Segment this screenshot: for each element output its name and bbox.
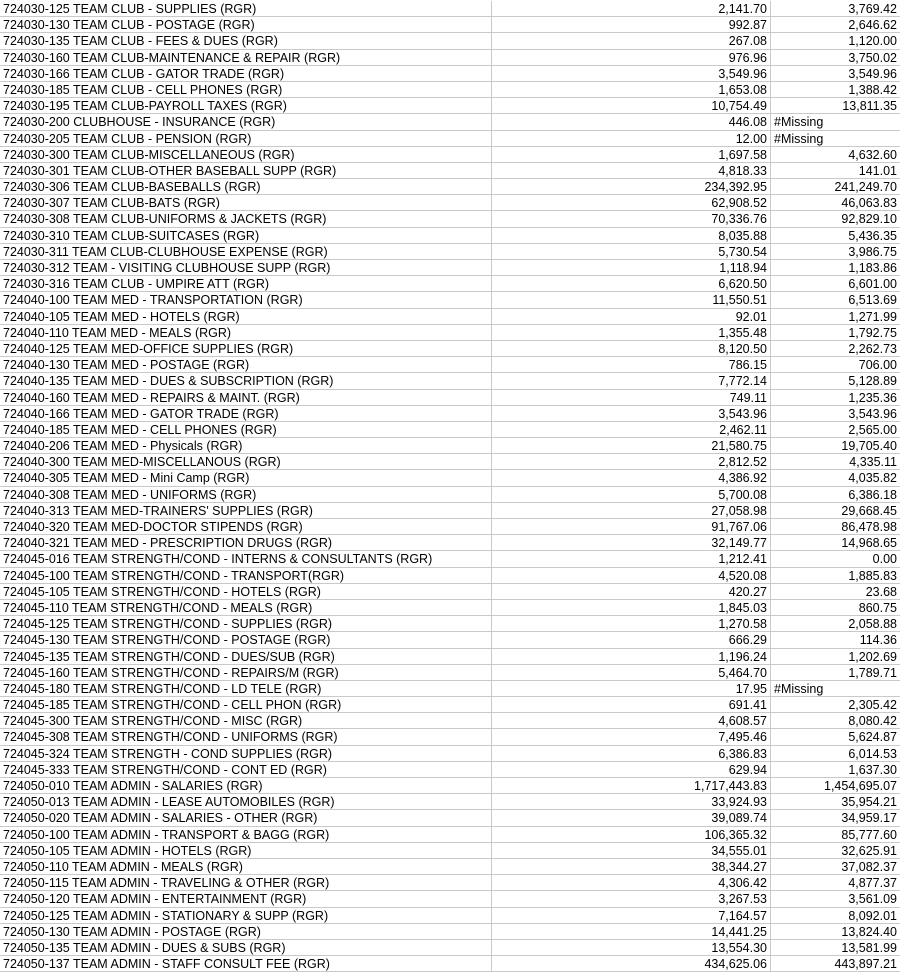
amount-cell-1[interactable]: 34,555.01 [492,843,771,858]
amount-cell-1[interactable]: 992.87 [492,17,771,32]
amount-cell-1[interactable]: 38,344.27 [492,859,771,874]
amount-cell-2[interactable]: 5,436.35 [848,228,897,243]
amount-cell-2[interactable]: 32,625.91 [841,843,897,858]
table-row [0,665,900,681]
table-row [0,600,900,616]
table-row [0,82,900,98]
account-description-cell[interactable]: 724040-185 TEAM MED - CELL PHONES (RGR) [0,422,492,437]
amount-cell-2[interactable]: 1,792.75 [848,325,897,340]
table-row [0,276,900,292]
table-row [0,211,900,227]
account-description-cell[interactable]: 724040-300 TEAM MED-MISCELLANOUS (RGR) [0,454,492,469]
amount-cell-2[interactable]: 3,750.02 [848,50,897,65]
amount-cell-2[interactable]: 5,128.89 [848,374,897,389]
amount-cell-2[interactable]: 37,082.37 [841,859,897,874]
amount-cell-1[interactable]: 5,730.54 [492,244,771,259]
table-row [0,859,900,875]
account-description-cell[interactable]: 724030-306 TEAM CLUB-BASEBALLS (RGR) [0,179,492,194]
table-row [0,438,900,454]
amount-cell-1[interactable]: 691.41 [492,697,771,712]
table-row [0,50,900,66]
table-row [0,66,900,82]
amount-cell-2[interactable]: 6,014.53 [848,746,897,761]
table-row [0,309,900,325]
account-description-cell[interactable]: 724030-130 TEAM CLUB - POSTAGE (RGR) [0,17,492,32]
table-row [0,228,900,244]
account-description-cell[interactable]: 724040-125 TEAM MED-OFFICE SUPPLIES (RGR) [0,341,492,356]
table-row [0,778,900,794]
table-row [0,697,900,713]
amount-cell-2[interactable]: 443,897.21 [834,957,897,972]
account-description-cell[interactable]: 724040-135 TEAM MED - DUES & SUBSCRIPTION (RGR) [0,373,492,388]
table-row [0,292,900,308]
amount-cell-1[interactable]: 1,653.08 [492,82,771,97]
table-row [0,551,900,567]
account-description-cell[interactable]: 724045-105 TEAM STRENGTH/COND - HOTELS (RGR) [0,584,492,599]
amount-cell-2[interactable]: 1,202.69 [848,649,897,664]
amount-cell-2[interactable]: 5,624.87 [848,730,897,745]
account-description-cell[interactable]: 724030-195 TEAM CLUB-PAYROLL TAXES (RGR) [0,98,492,113]
amount-cell-1[interactable]: 32,149.77 [492,535,771,550]
amount-cell-2[interactable]: 4,035.82 [848,471,897,486]
amount-cell-1[interactable]: 1,212.41 [492,551,771,566]
account-description-cell[interactable]: 724030-316 TEAM CLUB - UMPIRE ATT (RGR) [0,276,492,291]
amount-cell-2[interactable]: 2,565.00 [848,422,897,437]
table-row [0,584,900,600]
table-row [0,681,900,697]
amount-cell-2[interactable]: 4,335.11 [849,455,897,470]
account-description-cell[interactable]: 724050-130 TEAM ADMIN - POSTAGE (RGR) [0,924,492,939]
account-description-cell[interactable]: 724045-016 TEAM STRENGTH/COND - INTERNS & CONSULTANTS (RGR) [0,551,492,566]
amount-cell-2[interactable]: 29,668.45 [841,503,897,518]
amount-cell-1[interactable]: 976.96 [492,50,771,65]
amount-cell-2[interactable]: 706.00 [858,358,897,373]
amount-cell-2[interactable]: 8,080.42 [848,714,897,729]
amount-cell-2[interactable]: 1,235.36 [848,390,897,405]
table-row [0,114,900,130]
amount-cell-1[interactable]: 1,717,443.83 [492,778,771,793]
account-description-cell[interactable]: 724030-166 TEAM CLUB - GATOR TRADE (RGR) [0,66,492,81]
amount-cell-1[interactable]: 7,772.14 [492,373,771,388]
table-row [0,875,900,891]
table-row [0,163,900,179]
amount-cell-1[interactable]: 4,386.92 [492,470,771,485]
amount-cell-2[interactable]: 19,705.40 [841,439,897,454]
amount-cell-1[interactable]: 6,386.83 [492,746,771,761]
amount-cell-1[interactable]: 13,554.30 [492,940,771,955]
account-description-cell[interactable]: 724030-125 TEAM CLUB - SUPPLIES (RGR) [0,1,492,16]
amount-cell-1[interactable]: 106,365.32 [492,827,771,842]
account-description-cell[interactable]: 724050-013 TEAM ADMIN - LEASE AUTOMOBILES (RGR) [0,794,492,809]
account-description-cell[interactable]: 724045-333 TEAM STRENGTH/COND - CONT ED (RGR) [0,762,492,777]
amount-cell-2[interactable]: 241,249.70 [834,180,897,195]
amount-cell-2[interactable]: 3,561.09 [848,892,897,907]
account-description-cell[interactable]: 724040-160 TEAM MED - REPAIRS & MAINT. (RGR) [0,390,492,405]
amount-cell-1[interactable]: 12.00 [492,131,771,146]
amount-cell-1[interactable]: 786.15 [492,357,771,372]
amount-cell-1[interactable]: 17.95 [492,681,771,696]
amount-cell-1[interactable]: 2,141.70 [492,1,771,16]
account-description-cell[interactable]: 724040-110 TEAM MED - MEALS (RGR) [0,325,492,340]
account-description-cell[interactable]: 724040-308 TEAM MED - UNIFORMS (RGR) [0,487,492,502]
account-description-cell[interactable]: 724040-206 TEAM MED - Physicals (RGR) [0,438,492,453]
amount-cell-1[interactable]: 629.94 [492,762,771,777]
account-description-cell[interactable]: 724050-105 TEAM ADMIN - HOTELS (RGR) [0,843,492,858]
account-description-cell[interactable]: 724030-200 CLUBHOUSE - INSURANCE (RGR) [0,114,492,129]
table-row [0,519,900,535]
table-row [0,179,900,195]
amount-cell-1[interactable]: 92.01 [492,309,771,324]
table-row [0,147,900,163]
amount-cell-1[interactable]: 2,462.11 [492,422,771,437]
table-row [0,487,900,503]
amount-cell-1[interactable]: 2,812.52 [492,454,771,469]
amount-cell-1[interactable]: 446.08 [492,114,771,129]
account-description-cell[interactable]: 724045-130 TEAM STRENGTH/COND - POSTAGE (RGR) [0,632,492,647]
amount-cell-2[interactable]: 6,601.00 [848,277,897,292]
amount-cell-1[interactable]: 8,035.88 [492,228,771,243]
amount-cell-2[interactable]: 1,183.86 [848,261,897,275]
amount-cell-2[interactable]: 8,092.01 [848,908,897,923]
table-row [0,373,900,389]
amount-cell-1[interactable]: 33,924.93 [492,794,771,809]
amount-cell-2[interactable]: 13,811.35 [842,99,897,114]
table-row [0,1,900,17]
amount-cell-1[interactable]: 10,754.49 [492,98,771,113]
table-row [0,503,900,519]
table-row [0,33,900,49]
amount-cell-1[interactable]: 1,196.24 [492,649,771,664]
account-description-cell[interactable]: 724040-166 TEAM MED - GATOR TRADE (RGR) [0,406,492,421]
table-row [0,341,900,357]
amount-cell-2[interactable]: 13,581.99 [841,940,897,955]
table-row [0,357,900,373]
account-description-cell[interactable]: 724045-300 TEAM STRENGTH/COND - MISC (RGR) [0,713,492,728]
amount-cell-2[interactable]: 3,549.96 [848,66,897,81]
account-description-cell[interactable]: 724030-205 TEAM CLUB - PENSION (RGR) [0,131,492,146]
amount-cell-1[interactable]: 11,550.51 [492,292,771,307]
amount-cell-2[interactable]: 6,513.69 [848,293,897,308]
amount-cell-1[interactable]: 7,495.46 [492,729,771,744]
account-description-cell[interactable]: 724040-100 TEAM MED - TRANSPORTATION (RGR) [0,292,492,307]
amount-cell-1[interactable]: 420.27 [492,584,771,599]
amount-cell-2[interactable]: 13,824.40 [841,924,897,939]
amount-cell-1[interactable]: 1,118.94 [492,260,771,275]
amount-cell-1[interactable]: 3,543.96 [492,406,771,421]
table-row [0,908,900,924]
amount-cell-2[interactable]: 3,769.42 [848,2,897,16]
amount-cell-2[interactable]: 860.75 [858,600,897,615]
amount-cell-2[interactable]: 34,959.17 [841,811,897,826]
amount-cell-1[interactable]: 70,336.76 [492,211,771,226]
amount-cell-2[interactable]: 4,877.37 [848,876,897,891]
account-description-cell[interactable]: 724045-180 TEAM STRENGTH/COND - LD TELE (RGR) [0,681,492,696]
table-row [0,632,900,648]
amount-cell-1[interactable]: 14,441.25 [492,924,771,939]
amount-cell-2[interactable]: 6,386.18 [848,487,897,502]
amount-cell-2[interactable]: #Missing [774,131,824,146]
account-description-cell[interactable]: 724045-324 TEAM STRENGTH - COND SUPPLIES (RGR) [0,746,492,761]
table-row [0,535,900,551]
account-description-cell[interactable]: 724040-321 TEAM MED - PRESCRIPTION DRUGS (RGR) [0,535,492,550]
account-description-cell[interactable]: 724030-311 TEAM CLUB-CLUBHOUSE EXPENSE (RGR) [0,244,492,259]
amount-cell-2[interactable]: 3,986.75 [848,244,897,259]
table-row [0,924,900,940]
amount-cell-1[interactable]: 749.11 [492,390,771,405]
account-description-cell[interactable]: 724045-125 TEAM STRENGTH/COND - SUPPLIES (RGR) [0,616,492,631]
account-description-cell[interactable]: 724045-308 TEAM STRENGTH/COND - UNIFORMS (RGR) [0,729,492,744]
table-row [0,762,900,778]
account-description-cell[interactable]: 724040-313 TEAM MED-TRAINERS' SUPPLIES (RGR) [0,503,492,518]
table-row [0,810,900,826]
table-row [0,195,900,211]
amount-cell-2[interactable]: 1,120.00 [848,34,897,49]
amount-cell-1[interactable]: 8,120.50 [492,341,771,356]
amount-cell-2[interactable]: 1,271.99 [848,309,897,324]
account-description-cell[interactable]: 724030-307 TEAM CLUB-BATS (RGR) [0,195,492,210]
account-description-cell[interactable]: 724050-125 TEAM ADMIN - STATIONARY & SUPP (RGR) [0,908,492,923]
amount-cell-2[interactable]: 1,454,695.07 [824,779,897,793]
amount-cell-1[interactable]: 5,700.08 [492,487,771,502]
amount-cell-1[interactable]: 5,464.70 [492,665,771,680]
amount-cell-1[interactable]: 3,549.96 [492,66,771,81]
amount-cell-1[interactable]: 62,908.52 [492,195,771,210]
amount-cell-1[interactable]: 27,058.98 [492,503,771,518]
amount-cell-1[interactable]: 1,355.48 [492,325,771,340]
account-description-cell[interactable]: 724050-110 TEAM ADMIN - MEALS (RGR) [0,859,492,874]
table-row [0,616,900,632]
account-description-cell[interactable]: 724040-105 TEAM MED - HOTELS (RGR) [0,309,492,324]
account-description-cell[interactable]: 724030-300 TEAM CLUB-MISCELLANEOUS (RGR) [0,147,492,162]
account-description-cell[interactable]: 724050-010 TEAM ADMIN - SALARIES (RGR) [0,778,492,793]
table-row [0,406,900,422]
account-description-cell[interactable]: 724040-305 TEAM MED - Mini Camp (RGR) [0,470,492,485]
table-row [0,244,900,260]
account-description-cell[interactable]: 724050-120 TEAM ADMIN - ENTERTAINMENT (RGR) [0,891,492,906]
amount-cell-2[interactable]: 2,058.88 [848,617,897,632]
account-description-cell[interactable]: 724050-115 TEAM ADMIN - TRAVELING & OTHER (RGR) [0,875,492,890]
amount-cell-1[interactable]: 4,306.42 [492,875,771,890]
amount-cell-2[interactable]: 85,777.60 [841,827,897,842]
amount-cell-1[interactable]: 4,608.57 [492,713,771,728]
amount-cell-1[interactable]: 7,164.57 [492,908,771,923]
account-description-cell[interactable]: 724045-185 TEAM STRENGTH/COND - CELL PHON (RGR) [0,697,492,712]
table-row [0,454,900,470]
amount-cell-1[interactable]: 434,625.06 [492,956,771,971]
table-row [0,422,900,438]
account-description-cell[interactable]: 724050-100 TEAM ADMIN - TRANSPORT & BAGG (RGR) [0,827,492,842]
account-description-cell[interactable]: 724050-020 TEAM ADMIN - SALARIES - OTHER (RGR) [0,810,492,825]
amount-cell-2[interactable]: 2,262.73 [848,341,897,356]
account-description-cell[interactable]: 724030-310 TEAM CLUB-SUITCASES (RGR) [0,228,492,243]
amount-cell-2[interactable]: 1,388.42 [848,82,897,97]
amount-cell-1[interactable]: 6,620.50 [492,276,771,291]
amount-cell-2[interactable]: 1,885.83 [848,568,897,583]
table-row [0,713,900,729]
amount-cell-2[interactable]: 1,637.30 [848,762,897,777]
account-description-cell[interactable]: 724040-130 TEAM MED - POSTAGE (RGR) [0,357,492,372]
amount-cell-2[interactable]: 2,305.42 [848,698,897,713]
account-description-cell[interactable]: 724030-301 TEAM CLUB-OTHER BASEBALL SUPP (RGR) [0,163,492,178]
amount-cell-2[interactable]: 46,063.83 [841,196,897,211]
account-description-cell[interactable]: 724030-308 TEAM CLUB-UNIFORMS & JACKETS (RGR) [0,211,492,226]
table-row [0,746,900,762]
account-description-cell[interactable]: 724050-135 TEAM ADMIN - DUES & SUBS (RGR) [0,940,492,955]
account-description-cell[interactable]: 724045-135 TEAM STRENGTH/COND - DUES/SUB (RGR) [0,649,492,664]
amount-cell-1[interactable]: 39,089.74 [492,810,771,825]
amount-cell-2[interactable]: #Missing [774,681,824,696]
amount-cell-2[interactable]: 23.68 [865,584,897,599]
amount-cell-1[interactable]: 3,267.53 [492,891,771,906]
amount-cell-1[interactable]: 267.08 [492,33,771,48]
amount-cell-2[interactable]: 141.01 [858,163,897,178]
account-description-cell[interactable]: 724030-312 TEAM - VISITING CLUBHOUSE SUPP (RGR) [0,260,492,275]
amount-cell-1[interactable]: 1,845.03 [492,600,771,615]
table-row [0,891,900,907]
amount-cell-1[interactable]: 1,270.58 [492,616,771,631]
amount-cell-1[interactable]: 4,818.33 [492,163,771,178]
account-description-cell[interactable]: 724050-137 TEAM ADMIN - STAFF CONSULT FEE (RGR) [0,956,492,971]
table-row [0,260,900,276]
table-row [0,649,900,665]
table-row [0,325,900,341]
table-row [0,17,900,33]
amount-cell-2[interactable]: 114.36 [859,633,897,648]
account-description-cell[interactable]: 724045-110 TEAM STRENGTH/COND - MEALS (RGR) [0,600,492,615]
account-description-cell[interactable]: 724045-100 TEAM STRENGTH/COND - TRANSPORT(RGR) [0,568,492,583]
amount-cell-2[interactable]: 1,789.71 [848,665,897,680]
amount-cell-2[interactable]: 86,478.98 [841,520,897,534]
table-row [0,98,900,114]
amount-cell-1[interactable]: 234,392.95 [492,179,771,194]
account-description-cell[interactable]: 724030-135 TEAM CLUB - FEES & DUES (RGR) [0,33,492,48]
amount-cell-1[interactable]: 21,580.75 [492,438,771,453]
amount-cell-1[interactable]: 4,520.08 [492,568,771,583]
amount-cell-2[interactable]: 92,829.10 [841,212,897,227]
table-row [0,940,900,956]
amount-cell-1[interactable]: 91,767.06 [492,519,771,534]
table-row [0,390,900,406]
amount-cell-1[interactable]: 666.29 [492,632,771,647]
table-body [0,1,900,972]
table-row [0,843,900,859]
table-row [0,794,900,810]
table-row [0,729,900,745]
amount-cell-2[interactable]: 3,543.96 [848,406,897,421]
account-description-cell[interactable]: 724040-320 TEAM MED-DOCTOR STIPENDS (RGR) [0,519,492,534]
amount-cell-2[interactable]: 2,646.62 [848,18,897,33]
table-row [0,131,900,147]
account-description-cell[interactable]: 724045-160 TEAM STRENGTH/COND - REPAIRS/M (RGR) [0,665,492,680]
table-row [0,956,900,972]
amount-cell-2[interactable]: 35,954.21 [841,795,897,810]
table-row [0,568,900,584]
account-description-cell[interactable]: 724030-160 TEAM CLUB-MAINTENANCE & REPAIR (RGR) [0,50,492,65]
amount-cell-2[interactable]: #Missing [774,115,824,130]
amount-cell-2[interactable]: 14,968.65 [841,536,897,551]
amount-cell-2[interactable]: 0.00 [872,552,897,567]
amount-cell-1[interactable]: 1,697.58 [492,147,771,162]
account-description-cell[interactable]: 724030-185 TEAM CLUB - CELL PHONES (RGR) [0,82,492,97]
table-row [0,827,900,843]
table-row [0,470,900,486]
amount-cell-2[interactable]: 4,632.60 [848,147,897,162]
